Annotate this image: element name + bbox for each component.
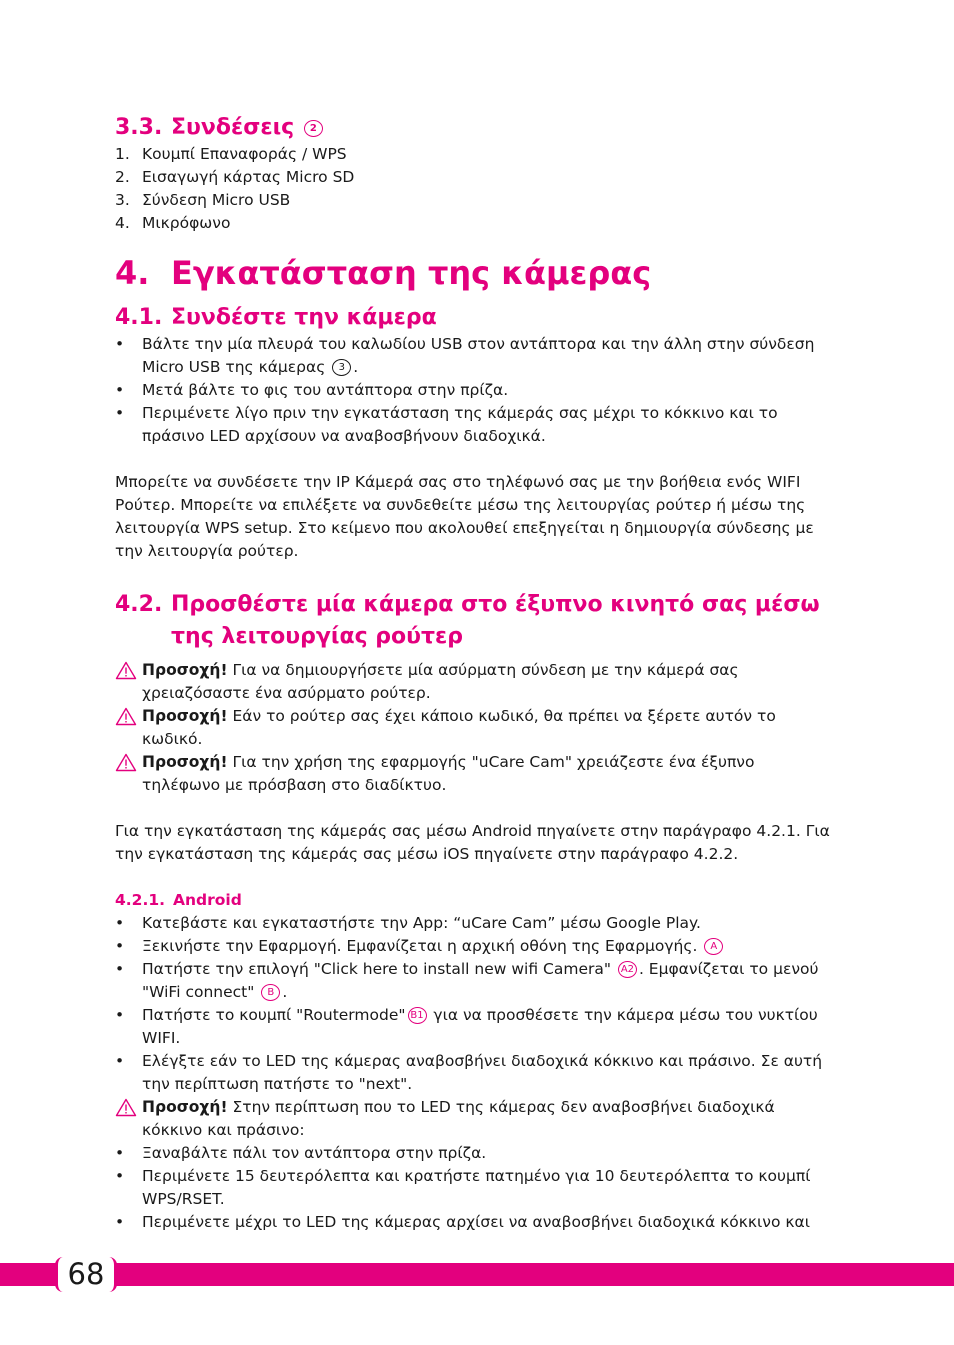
section-number: 4.2.1. — [115, 891, 166, 909]
item-text: Βάλτε την μία πλευρά του καλωδίου USB στον αντάπτορα και την άλλη στην σύνδεση Micro USB της κάμερας — [142, 335, 815, 376]
item-number: 2. — [115, 168, 130, 186]
item-text: για να προσθέσετε την κάμερα μέσω του νυκτίου WIFI. — [142, 1006, 818, 1047]
warning-text: Για την χρήση της εφαρμογής "uCare Cam" χρειάζεστε ένα έξυπνο τηλέφωνο με πρόσβαση στο διαδίκτυο. — [142, 753, 755, 794]
section-number: 4.2. — [115, 592, 163, 617]
reset-steps-list — [115, 1142, 835, 1234]
item-number: 3. — [115, 191, 130, 209]
section-title: Συνδέστε την κάμερα — [171, 305, 437, 330]
paragraph: Μπορείτε να συνδέσετε την IP Κάμερά σας στο τηλέφωνό σας με την βοήθεια ενός WIFI Ρούτερ. Μπορείτε να επιλέξετε να συνδεθείτε μέσω της λειτουργίας ρούτερ ή μέσω της λειτουργία WPS setup. Στο κείμενο που ακολουθεί επεξηγείται η δημιουργία σύνδεσης με την λειτουργία ρούτερ. — [115, 473, 814, 560]
item-text: Μικρόφωνο — [142, 214, 231, 232]
item-text: Κουμπί Επαναφοράς / WPS — [142, 145, 347, 163]
item-text: Πατήστε το κουμπί "Routermode" — [142, 1006, 406, 1024]
warning-text: Στην περίπτωση που το LED της κάμερας δεν αναβοσβήνει διαδοχικά κόκκινο και πράσινο: — [142, 1098, 775, 1139]
chapter-number: 4. — [115, 254, 150, 292]
warning-triangle-icon — [115, 751, 142, 797]
warning-note — [115, 705, 835, 751]
bullet: • — [115, 1006, 125, 1024]
bullet: • — [115, 335, 125, 353]
list-item — [115, 402, 835, 448]
warning-triangle-icon — [115, 1096, 142, 1142]
warning-triangle-icon — [115, 705, 142, 751]
list-item — [115, 1211, 835, 1234]
warning-note — [115, 751, 835, 797]
section-title: Συνδέσεις — [171, 115, 295, 140]
android-steps-list — [115, 912, 835, 1096]
item-text: Ελέγξτε εάν το LED της κάμερας αναβοσβήνει διαδοχικά κόκκινο και πράσινο. Σε αυτή την περίπτωση πατήστε το "next". — [142, 1052, 823, 1093]
list-item — [115, 189, 835, 212]
list-item — [115, 958, 835, 1004]
section-number: 4.1. — [115, 305, 163, 330]
warning-text: Για να δημιουργήσετε μία ασύρματη σύνδεση με την κάμερά σας χρειαζόσαστε ένα ασύρματο ρούτερ. — [142, 661, 739, 702]
list-item — [115, 1165, 835, 1211]
bullet: • — [115, 1052, 125, 1070]
bullet: • — [115, 914, 125, 932]
item-text: Ξαναβάλτε πάλι τον αντάπτορα στην πρίζα. — [142, 1144, 487, 1162]
list-item — [115, 912, 835, 935]
item-text: Κατεβάστε και εγκαταστήστε την App: “uCare Cam” μέσω Google Play. — [142, 914, 701, 932]
warning-note — [115, 1096, 835, 1142]
paragraph: Για την εγκατάσταση της κάμεράς σας μέσω Android πηγαίνετε στην παράγραφο 4.2.1. Για την εγκατάσταση της κάμεράς σας μέσω iOS πηγαίνετε στην παράγραφο 4.2.2. — [115, 822, 830, 863]
bullet: • — [115, 1144, 125, 1162]
item-text: Ξεκινήστε την Εφαρμογή. Εμφανίζεται η αρχική οθόνη της Εφαρμογής. — [142, 937, 698, 955]
list-item — [115, 212, 835, 235]
section-title: Προσθέστε μία κάμερα στο έξυπνο κινητό σας μέσω της λειτουργίας ρούτερ — [171, 592, 820, 649]
chapter-title: Εγκατάσταση της κάμερας — [171, 254, 652, 292]
connections-list — [115, 143, 835, 235]
list-item — [115, 1050, 835, 1096]
item-text-end: . — [282, 983, 288, 1001]
item-text: Περιμένετε μέχρι το LED της κάμερας αρχίσει να αναβοσβήνει διαδοχικά κόκκινο και — [142, 1213, 810, 1231]
list-item — [115, 935, 835, 958]
bullet: • — [115, 404, 125, 422]
bullet: • — [115, 1167, 125, 1185]
callout-badge: 3 — [332, 359, 351, 376]
callout-badge: A — [704, 938, 723, 955]
section-title: Android — [173, 891, 242, 909]
item-number: 4. — [115, 214, 130, 232]
warning-text: Εάν το ρούτερ σας έχει κάποιο κωδικό, θα πρέπει να ξέρετε αυτόν το κωδικό. — [142, 707, 776, 748]
callout-badge: A2 — [618, 961, 637, 978]
item-text: Περιμένετε λίγο πριν την εγκατάσταση της κάμεράς σας μέχρι το κόκκινο και το πράσινο LED αρχίσουν να αναβοσβήνουν διαδοχικά. — [142, 404, 778, 445]
section-4-2-1-heading — [115, 889, 835, 912]
bullet: • — [115, 960, 125, 978]
warning-label: Προσοχή! — [142, 707, 228, 725]
callout-badge: B — [261, 984, 280, 1001]
bullet: • — [115, 381, 125, 399]
connect-camera-list — [115, 333, 835, 448]
warnings-block — [115, 659, 835, 797]
list-item — [115, 1004, 835, 1050]
warning-triangle-icon — [115, 659, 142, 705]
warning-note — [115, 659, 835, 705]
list-item — [115, 333, 835, 379]
page-number: 68 — [67, 1257, 105, 1291]
bullet: • — [115, 1213, 125, 1231]
callout-badge: B1 — [408, 1007, 427, 1024]
callout-badge: 2 — [304, 120, 323, 137]
bullet: • — [115, 937, 125, 955]
warning-label: Προσοχή! — [142, 1098, 228, 1116]
item-text: Μετά βάλτε το φις του αντάπτορα στην πρίζα. — [142, 381, 509, 399]
item-text: . Εμφανίζεται το μενού "WiFi connect" — [142, 960, 819, 1001]
item-text: Εισαγωγή κάρτας Micro SD — [142, 168, 355, 186]
list-item — [115, 379, 835, 402]
section-4-1-heading — [115, 303, 835, 333]
list-item — [115, 166, 835, 189]
chapter-4-heading — [115, 253, 835, 293]
list-item — [115, 143, 835, 166]
warning-label: Προσοχή! — [142, 753, 228, 771]
item-number: 1. — [115, 145, 130, 163]
section-4-2-heading — [115, 589, 835, 653]
page-content — [115, 113, 835, 1234]
section-3-3-heading — [115, 113, 835, 143]
warning-label: Προσοχή! — [142, 661, 228, 679]
item-text: Πατήστε την επιλογή "Click here to install new wifi Camera" — [142, 960, 612, 978]
item-text: Σύνδεση Micro USB — [142, 191, 291, 209]
item-text: Περιμένετε 15 δευτερόλεπτα και κρατήστε πατημένο για 10 δευτερόλεπτα το κουμπί WPS/RSET. — [142, 1167, 811, 1208]
section-number: 3.3. — [115, 115, 163, 140]
list-item — [115, 1142, 835, 1165]
item-text-end: . — [353, 358, 359, 376]
footer-bar — [0, 1263, 954, 1286]
